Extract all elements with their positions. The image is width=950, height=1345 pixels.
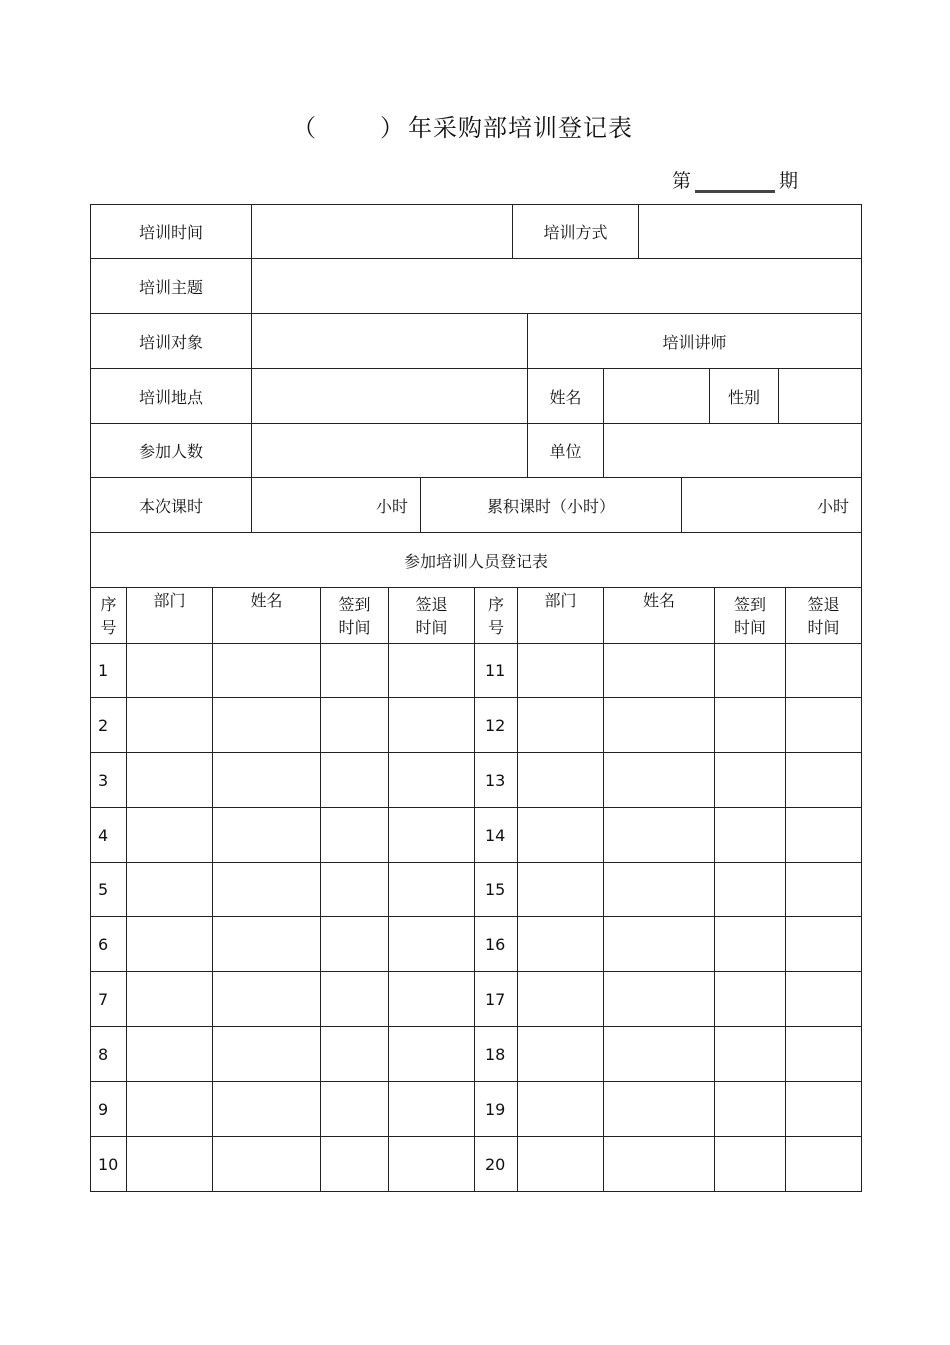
title-left-paren: （ bbox=[292, 114, 316, 142]
row-number: 7 bbox=[98, 989, 109, 1009]
header-name-right: 姓名 bbox=[642, 591, 675, 610]
row-number: 12 bbox=[485, 715, 506, 735]
header-signout-char-2: 时间 bbox=[415, 618, 448, 637]
header-seq-char-1: 序 bbox=[100, 595, 117, 614]
label-training-topic: 培训主题 bbox=[138, 277, 203, 297]
header-signout-char-2: 时间 bbox=[807, 618, 840, 637]
header-dept-left: 部门 bbox=[153, 591, 186, 610]
row-number: 5 bbox=[98, 880, 109, 899]
row-number: 2 bbox=[98, 715, 109, 735]
row-number: 15 bbox=[485, 880, 506, 899]
row-number: 1 bbox=[98, 661, 109, 680]
header-signout-right bbox=[786, 589, 861, 643]
header-signin-char-2: 时间 bbox=[338, 618, 371, 637]
label-training-method: 培训方式 bbox=[543, 223, 608, 242]
field-training-location[interactable] bbox=[252, 369, 527, 423]
label-training-time: 培训时间 bbox=[138, 223, 203, 242]
field-trainer-unit[interactable] bbox=[604, 424, 861, 477]
row-number: 10 bbox=[98, 1154, 119, 1174]
header-signout-char-1: 签退 bbox=[807, 595, 840, 614]
label-training-location: 培训地点 bbox=[138, 387, 203, 407]
row-number: 8 bbox=[98, 1044, 109, 1064]
header-seq-char-2: 号 bbox=[487, 618, 504, 637]
header-name-left: 姓名 bbox=[250, 591, 283, 610]
label-training-target: 培训对象 bbox=[138, 332, 203, 352]
field-training-time[interactable] bbox=[252, 205, 512, 258]
row-number: 19 bbox=[485, 1099, 506, 1119]
row-number: 16 bbox=[485, 934, 506, 954]
header-signout-char-1: 签退 bbox=[415, 595, 448, 614]
row-number: 9 bbox=[98, 1099, 109, 1119]
row-number: 13 bbox=[485, 770, 506, 790]
label-attendee-count: 参加人数 bbox=[138, 442, 203, 461]
label-trainer: 培训讲师 bbox=[662, 332, 727, 352]
label-cumulative-hours: 累积课时（小时） bbox=[486, 496, 615, 516]
title-right-paren: ） bbox=[380, 114, 404, 142]
header-seq-left bbox=[91, 589, 126, 643]
row-number: 3 bbox=[98, 770, 109, 790]
roster-title: 参加培训人员登记表 bbox=[403, 551, 548, 571]
label-unit: 单位 bbox=[549, 442, 582, 461]
row-number: 11 bbox=[485, 661, 506, 680]
title-text: 年采购部培训登记表 bbox=[408, 114, 633, 142]
row-number: 17 bbox=[485, 989, 506, 1009]
label-gender: 性别 bbox=[727, 387, 760, 407]
row-number: 14 bbox=[485, 825, 506, 845]
header-seq-char-1: 序 bbox=[487, 595, 504, 614]
row-number: 18 bbox=[485, 1044, 506, 1064]
header-signin-char-1: 签到 bbox=[338, 595, 371, 614]
field-trainer-name[interactable] bbox=[604, 369, 709, 423]
header-signin-char-2: 时间 bbox=[733, 618, 766, 637]
header-signin-char-1: 签到 bbox=[733, 595, 766, 614]
header-signin-right bbox=[715, 589, 785, 643]
field-training-target[interactable] bbox=[252, 314, 527, 368]
issue-suffix: 期 bbox=[779, 170, 799, 192]
label-session-hours: 本次课时 bbox=[138, 496, 203, 516]
field-attendee-count[interactable] bbox=[252, 424, 527, 477]
header-signin-left bbox=[321, 589, 388, 643]
field-training-topic[interactable] bbox=[252, 259, 861, 313]
field-session-hours[interactable]: 小时 bbox=[375, 496, 408, 516]
header-signout-left bbox=[389, 589, 474, 643]
label-name: 姓名 bbox=[549, 387, 582, 407]
header-seq-char-2: 号 bbox=[100, 618, 117, 637]
issue-prefix: 第 bbox=[672, 170, 692, 192]
row-number: 4 bbox=[98, 825, 109, 845]
field-cumulative-hours[interactable]: 小时 bbox=[816, 496, 849, 516]
field-trainer-gender[interactable] bbox=[779, 369, 861, 423]
row-number: 20 bbox=[485, 1154, 506, 1174]
row-number: 6 bbox=[98, 934, 109, 954]
header-dept-right: 部门 bbox=[544, 591, 577, 610]
header-seq-right bbox=[475, 589, 517, 643]
field-training-method[interactable] bbox=[639, 205, 861, 258]
